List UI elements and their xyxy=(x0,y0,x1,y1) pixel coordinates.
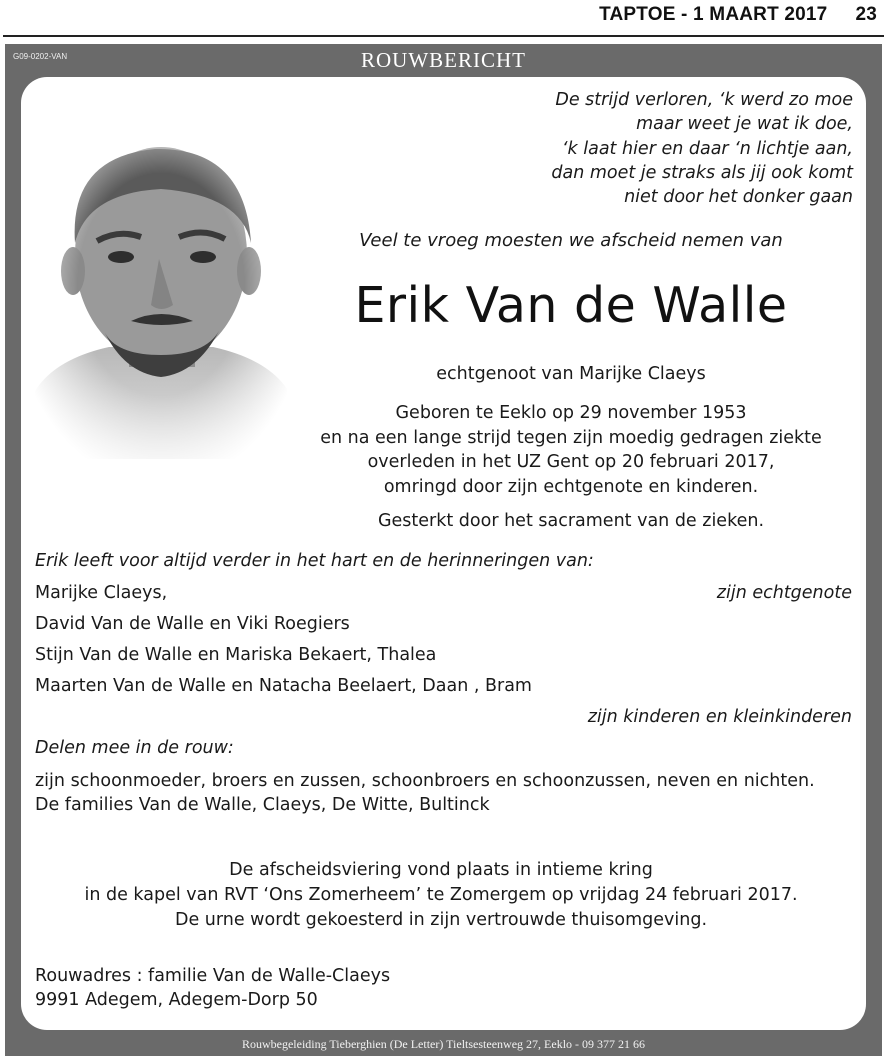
share-line: De families Van de Walle, Claeys, De Witte, Bultinck xyxy=(35,795,490,815)
funeral-line: in de kapel van RVT ‘Ons Zomerheem’ te Zomergem op vrijdag 24 februari 2017. xyxy=(84,885,798,905)
poem-line: niet door het donker gaan xyxy=(624,187,853,208)
ad-code: G09-0202-VAN xyxy=(13,52,68,61)
detail-line: Geboren te Eeklo op 29 november 1953 xyxy=(395,403,747,423)
deceased-name: Erik Van de Walle xyxy=(354,277,788,334)
child-line: Maarten Van de Walle en Natacha Beelaert, Daan , Bram xyxy=(35,676,532,696)
detail-line: omringd door zijn echtgenote en kinderen. xyxy=(383,476,759,497)
header-rule xyxy=(3,35,884,37)
memory-intro: Erik leeft voor altijd verder in het hart en de herinneringen van: xyxy=(35,551,594,571)
spouse-name: Marijke Claeys, xyxy=(35,583,168,603)
poem-line: ‘k laat hier en daar ‘n lichtje aan, xyxy=(561,138,853,159)
funeral-line: De afscheidsviering vond plaats in intieme kring xyxy=(229,860,653,880)
poem xyxy=(513,88,853,209)
poem-line: De strijd verloren, ‘k werd zo moe xyxy=(555,90,853,110)
detail-line: overleden in het UZ Gent op 20 februari 2017, xyxy=(367,452,775,472)
newspaper-header xyxy=(599,4,877,26)
address-line: 9991 Adegem, Adegem-Dorp 50 xyxy=(35,990,318,1010)
portrait-photo xyxy=(35,123,287,459)
address-line: Rouwadres : familie Van de Walle-Claeys xyxy=(35,966,391,986)
funeral-home-footer: Rouwbegeleiding Tieberghien (De Letter) Tieltsesteenweg 27, Eeklo - 09 377 21 66 xyxy=(241,1037,646,1051)
obituary-heading: ROUWBERICHT xyxy=(361,48,526,72)
share-intro: Delen mee in de rouw: xyxy=(35,738,234,758)
intro-line: Veel te vroeg moesten we afscheid nemen van xyxy=(359,230,783,251)
funeral-details xyxy=(61,858,821,933)
detail-line: en na een lange strijd tegen zijn moedig gedragen ziekte xyxy=(320,427,822,448)
child-line: David Van de Walle en Viki Roegiers xyxy=(35,614,350,634)
children-role: zijn kinderen en kleinkinderen xyxy=(587,707,852,727)
share-line: zijn schoonmoeder, broers en zussen, schoonbroers en schoonzussen, neven en nichten. xyxy=(35,771,815,791)
child-line: Stijn Van de Walle en Mariska Bekaert, Thalea xyxy=(35,645,437,665)
page-number: 23 xyxy=(855,4,877,25)
poem-line: maar weet je wat ik doe, xyxy=(636,114,853,135)
newspaper-title: TAPTOE - 1 MAART 2017 xyxy=(599,4,828,25)
sacrament-line: Gesterkt door het sacrament van de zieken. xyxy=(377,511,765,531)
spouse-role: zijn echtgenote xyxy=(716,583,852,603)
spouse-line: echtgenoot van Marijke Claeys xyxy=(436,364,706,384)
obituary-frame xyxy=(5,44,882,1056)
birth-death-details xyxy=(316,401,826,499)
funeral-line: De urne wordt gekoesterd in zijn vertrouwde thuisomgeving. xyxy=(174,910,708,930)
obituary-card xyxy=(21,77,866,1030)
poem-line: dan moet je straks als jij ook komt xyxy=(551,162,853,183)
